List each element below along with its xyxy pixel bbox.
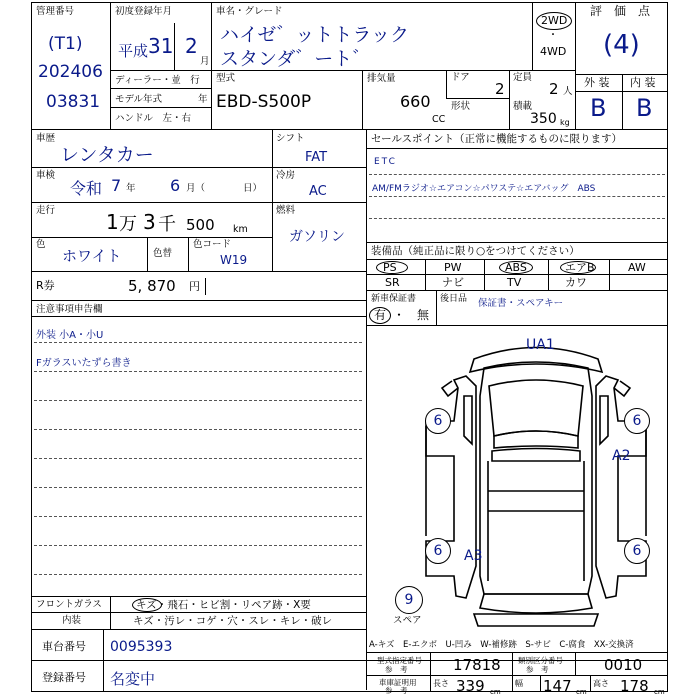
reg-era-year: 31 [148,34,174,58]
load-value: 350 [530,111,557,127]
color-code-label: 色コード [193,239,232,250]
type-no-value: 17818 [453,656,501,674]
fuel-label: 燃料 [276,205,296,216]
type-no-ref: 参 考 [385,665,408,674]
warranty-sep: ・ [393,308,406,322]
shift-value: FAT [305,150,328,165]
reg-no-label: 登録番号 [42,671,86,684]
load-unit: kg [560,118,570,127]
insp-era: 令和 [70,179,103,198]
width-unit: cm [576,688,587,696]
wheel-rear-right: 6 [624,538,650,564]
equip-leather: カワ [565,276,587,289]
damage-mark-right-side: A2 [612,448,631,464]
exterior-label: 外 装 [584,76,610,89]
warranty-yes: 有 [374,308,387,322]
capacity-unit: 人 [563,86,573,97]
warranty-no: 無 [417,308,430,322]
insp-month-unit: 月（ [186,183,206,194]
wheel-front-right: 6 [624,408,650,434]
capacity-label: 定員 [513,72,533,83]
height-value: 178 [620,677,649,695]
class-ref: 参 考 [526,665,549,674]
width-value: 147 [543,677,572,695]
reg-no-value: 名変中 [110,670,156,688]
chassis-value: 0095393 [110,639,173,655]
score-label: 評 価 点 [590,4,651,18]
notes-line-2: Fガラスいたずら書き [36,358,132,369]
mile-man-unit: 万 [119,214,137,235]
fuel-value: ガソリン [289,229,345,245]
insp-year: 7 [111,176,122,195]
drive-4wd: 4WD [540,45,567,58]
length-label: 長さ [433,679,449,688]
height-label: 高さ [593,679,609,688]
name-line1: ハイゼ゛ットトラック [220,24,410,46]
glass-items: キズ・飛石・ヒビ割・リペア跡・X要 [136,599,311,611]
equip-tv: TV [507,276,522,289]
sales-line-2: AM/FMラジオ☆エアコン☆パワステ☆エアバッグ ABS [372,184,596,194]
sales-line-1: ETC [374,157,397,167]
class-label: 類別区分番号 [518,656,563,665]
cc-unit: CC [432,114,446,125]
notes-label: 注意事項申告欄 [36,304,103,315]
mile-sen: 3 [143,210,156,234]
interior-items: キズ・汚レ・コゲ・穴・スレ・キレ・破レ [133,615,333,627]
equipment-label: 装備品（純正品に限り○をつけてください） [371,245,580,257]
score-value: (4) [603,30,640,60]
drive-2wd: 2WD [541,14,568,27]
legend-text: A-キズ E-エクボ U-凹み W-補修跡 S-サビ C-腐食 XX-交換済 [369,640,634,650]
dealer-label: ディーラー・並 行 [115,75,200,86]
damage-mark-front-bumper: UA1 [526,337,555,353]
type-value: EBD-S500P [216,92,312,112]
cert-ref: 参 考 [385,686,408,695]
mgmt-no2: 03831 [46,92,101,112]
history-label: 車歴 [36,133,56,144]
mile-unit: km [233,224,248,235]
model-year-label: モデル年式 [115,94,163,105]
r-value: 5, 870 [128,277,176,295]
mile-man: 1 [106,210,119,234]
mileage-label: 走行 [36,205,56,216]
shape-label: 形状 [451,101,471,112]
insp-day-unit: 日） [243,183,263,194]
reg-month-unit: 月 [200,56,210,67]
class-value: 0010 [604,656,643,674]
equip-navi: ナビ [442,276,464,289]
door-value: 2 [495,80,505,98]
mgmt-label: 管理番号 [36,6,75,17]
wheel-front-left: 6 [425,408,451,434]
later-value: 保証書・スペアキー [478,298,564,309]
load-label: 積載 [513,101,533,112]
notes-line-1: 外装 小A・小U [36,330,104,341]
displacement-label: 排気量 [367,73,396,84]
door-label: ドア [451,72,470,83]
reg-label: 初度登録年月 [115,6,173,17]
type-label: 型式 [216,73,236,84]
insp-year-unit: 年 [126,183,136,194]
color-code-value: W19 [220,253,248,267]
interior-grade: B [636,94,653,122]
reg-month: 2 [185,34,198,58]
equip-sr: SR [385,276,400,289]
mile-sen-unit: 千 [158,214,176,235]
width-label: 幅 [515,679,523,688]
exterior-grade: B [590,94,607,122]
capacity-value: 2 [549,80,559,98]
spare-label: スペア [393,615,422,626]
color-change-label: 色替 [153,248,173,259]
equip-airbag: エアB [565,261,595,274]
height-unit: cm [654,688,665,696]
r-label: R券 [36,279,55,292]
mgmt-t: (T1) [48,34,83,54]
shift-label: シフト [276,133,305,144]
interior-item-label: 内装 [62,615,82,626]
history-value: レンタカー [60,144,154,166]
year-label: 年 [198,94,208,105]
glass-label: フロントガラス [36,599,102,610]
damage-mark-left-rear-side: A3 [464,548,483,564]
equip-aw: AW [628,261,646,274]
equip-ps: PS [383,261,397,274]
length-value: 339 [456,677,485,695]
insp-month: 6 [170,176,181,195]
mile-rest: 500 [186,216,215,234]
name-line2: スタンダ゛ート゛ [220,48,372,70]
equip-abs: ABS [505,261,527,274]
r-unit: 円 [189,280,200,293]
ac-label: 冷房 [276,170,296,181]
ac-value: AC [309,184,327,199]
drive-dot: ・ [548,30,558,41]
wheel-rear-left: 6 [425,538,451,564]
equip-pw: PW [444,261,462,274]
warranty-label: 新車保証書 [371,294,417,304]
reg-era: 平成 [118,42,149,60]
later-label: 後日品 [440,294,468,304]
type-no-label: 型式指定番号 [377,656,422,665]
spare-tire: 9 [395,586,423,614]
mgmt-no1: 202406 [38,62,103,82]
interior-label: 内 装 [630,76,656,89]
handle-label: ハンドル 左・右 [115,113,192,124]
inspection-label: 車検 [36,170,56,181]
color-label: 色 [36,239,46,250]
cert-label: 車庫証明用 [379,678,417,687]
color-value: ホワイト [62,247,122,265]
name-label: 車名・グレード [216,6,283,17]
displacement-value: 660 [400,92,431,111]
sales-label: セールスポイント（正常に機能するものに限ります） [371,133,623,145]
chassis-label: 車台番号 [42,640,86,653]
length-unit: cm [490,688,501,696]
